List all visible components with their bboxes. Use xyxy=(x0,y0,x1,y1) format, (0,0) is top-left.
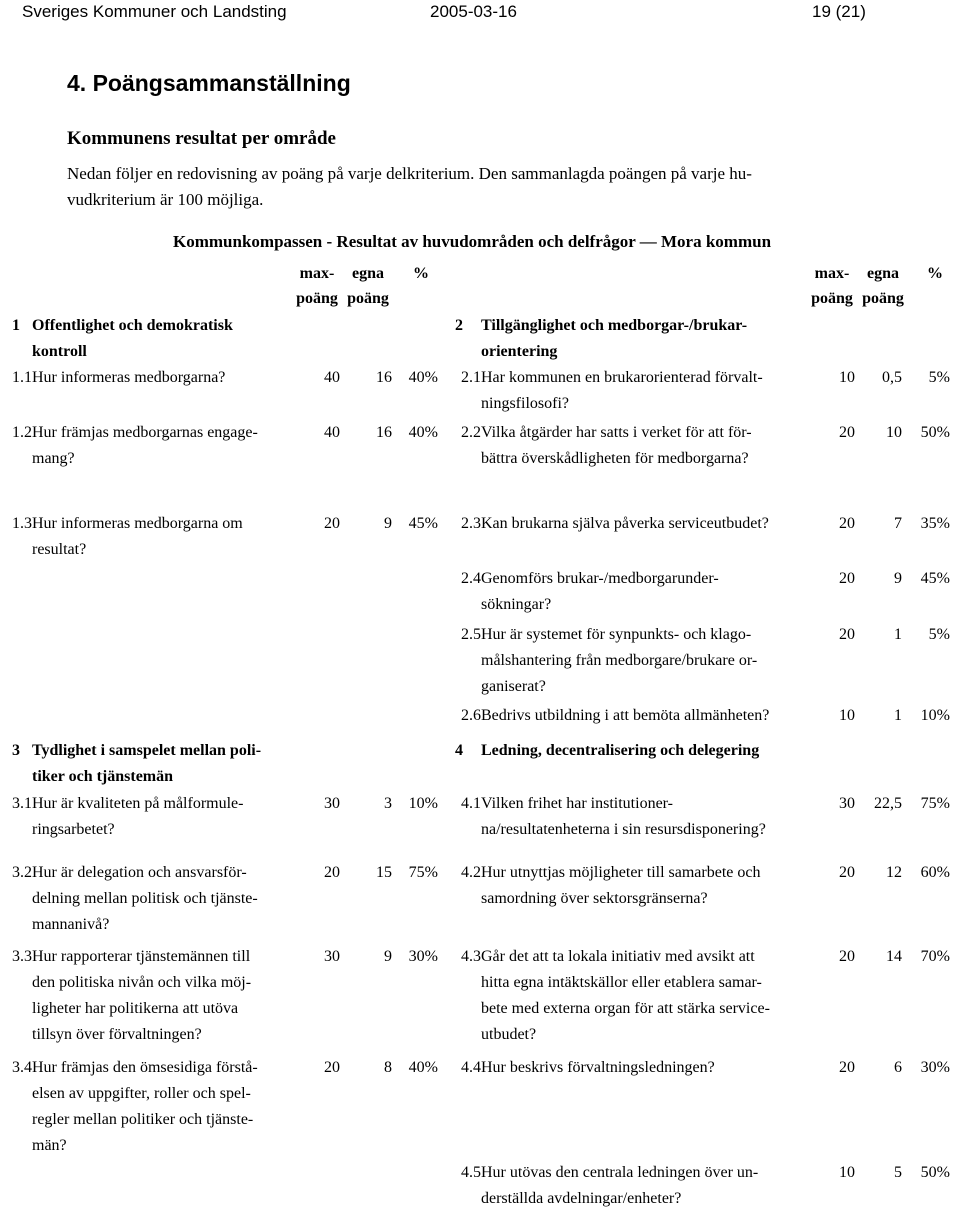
area-title-line: Tydlighet i samspelet mellan poli- xyxy=(32,742,262,759)
item-own-points: 9 xyxy=(894,570,902,587)
col-header-max-top: max- xyxy=(814,265,850,282)
col-header-max-bottom: poäng xyxy=(811,290,853,307)
area-number: 4 xyxy=(455,742,463,759)
item-percentage: 50% xyxy=(920,1164,950,1181)
item-question-line: bättra överskådligheten för medborgarna? xyxy=(481,450,749,467)
item-max-points: 30 xyxy=(324,795,340,812)
area-title-line: Ledning, decentralisering och delegering xyxy=(481,742,760,759)
item-question-line: ligheter har politikerna att utöva xyxy=(32,1000,239,1017)
item-question-line: Hur främjas den ömsesidiga förstå- xyxy=(32,1059,258,1076)
item-own-points: 1 xyxy=(894,626,902,643)
item-question-line: Vilken frihet har institutioner- xyxy=(481,795,673,812)
intro-line-1: Nedan följer en redovisning av poäng på varje delkriterium. Den sammanlagda poängen på varje hu- xyxy=(67,164,752,183)
item-percentage: 30% xyxy=(408,948,438,965)
col-header-egna-left xyxy=(343,261,393,311)
item-max-points: 20 xyxy=(324,1059,340,1076)
item-percentage: 40% xyxy=(408,369,438,386)
item-question-line: Bedrivs utbildning i att bemöta allmänheten? xyxy=(481,707,770,724)
col-header-egna-bottom: poäng xyxy=(347,290,389,307)
item-own-points: 9 xyxy=(384,948,392,965)
item-question-line: ningsfilosofi? xyxy=(481,395,569,412)
item-question-line: mang? xyxy=(32,450,75,467)
item-own-points: 9 xyxy=(384,515,392,532)
item-own-points: 16 xyxy=(376,369,392,386)
col-header-pct-right: % xyxy=(927,265,943,282)
intro-line-2: vudkriterium är 100 möjliga. xyxy=(67,190,264,209)
col-header-max-top: max- xyxy=(299,265,335,282)
item-number: 1.3 xyxy=(12,515,32,532)
item-own-points: 3 xyxy=(384,795,392,812)
item-percentage: 40% xyxy=(408,424,438,441)
item-number: 2.4 xyxy=(461,570,481,587)
item-question-line: resultat? xyxy=(32,541,87,558)
item-question-line: Hur informeras medborgarna om xyxy=(32,515,243,532)
item-own-points: 12 xyxy=(886,864,902,881)
item-question-line: Hur är kvaliteten på målformule- xyxy=(32,795,244,812)
item-question-line: Har kommunen en brukarorienterad förvalt- xyxy=(481,369,763,386)
item-number: 3.2 xyxy=(12,864,32,881)
area-4-heading xyxy=(455,738,759,764)
area-number: 1 xyxy=(12,317,20,334)
item-own-points: 7 xyxy=(894,515,902,532)
item-question-line: ganiserat? xyxy=(481,678,546,695)
item-max-points: 30 xyxy=(324,948,340,965)
header-organization: Sveriges Kommuner och Landsting xyxy=(22,2,287,21)
area-2-heading xyxy=(455,313,747,365)
item-question-line: mannanivå? xyxy=(32,916,110,933)
item-question-line: den politiska nivån och vilka möj- xyxy=(32,974,252,991)
item-max-points: 20 xyxy=(839,424,855,441)
item-percentage: 70% xyxy=(920,948,950,965)
item-percentage: 5% xyxy=(928,626,950,643)
area-1-heading xyxy=(12,313,233,365)
item-own-points: 8 xyxy=(384,1059,392,1076)
item-own-points: 1 xyxy=(894,707,902,724)
item-question-line: Hur utövas den centrala ledningen över un- xyxy=(481,1164,759,1181)
item-max-points: 20 xyxy=(839,948,855,965)
item-max-points: 20 xyxy=(839,515,855,532)
item-question-line: bete med externa organ för att stärka service- xyxy=(481,1000,770,1017)
col-header-egna-top: egna xyxy=(867,265,899,282)
item-max-points: 10 xyxy=(839,1164,855,1181)
item-question-line: samordning över sektorsgränserna? xyxy=(481,890,708,907)
item-max-points: 10 xyxy=(839,369,855,386)
table-caption: Kommunkompassen - Resultat av huvudområden och delfrågor — Mora kommun xyxy=(173,232,772,251)
item-own-points: 14 xyxy=(886,948,902,965)
item-question-line: regler mellan politiker och tjänste- xyxy=(32,1111,254,1128)
item-number: 4.3 xyxy=(461,948,481,965)
item-percentage: 60% xyxy=(920,864,950,881)
area-title-line: Tillgänglighet och medborgar-/brukar- xyxy=(481,317,748,334)
item-number: 3.1 xyxy=(12,795,32,812)
item-own-points: 5 xyxy=(894,1164,902,1181)
item-max-points: 20 xyxy=(839,626,855,643)
col-header-pct-left: % xyxy=(413,265,429,282)
item-own-points: 0,5 xyxy=(882,369,902,386)
item-max-points: 10 xyxy=(839,707,855,724)
item-own-points: 6 xyxy=(894,1059,902,1076)
item-number: 1.2 xyxy=(12,424,32,441)
item-own-points: 22,5 xyxy=(874,795,902,812)
item-max-points: 20 xyxy=(839,570,855,587)
item-question-line: Hur är systemet för synpunkts- och klago- xyxy=(481,626,752,643)
item-max-points: 20 xyxy=(324,864,340,881)
area-title-line: Offentlighet och demokratisk xyxy=(32,317,233,334)
item-number: 4.5 xyxy=(461,1164,481,1181)
item-question-line: målshantering från medborgare/brukare or- xyxy=(481,652,758,669)
header-date: 2005-03-16 xyxy=(430,2,517,21)
col-header-egna-bottom: poäng xyxy=(862,290,904,307)
item-percentage: 45% xyxy=(920,570,950,587)
item-question-line: Genomförs brukar-/medborgarunder- xyxy=(481,570,719,587)
item-question-line: Går det att ta lokala initiativ med avsikt att xyxy=(481,948,755,965)
item-number: 3.4 xyxy=(12,1059,32,1076)
item-own-points: 16 xyxy=(376,424,392,441)
item-number: 4.4 xyxy=(461,1059,481,1076)
item-own-points: 10 xyxy=(886,424,902,441)
item-question-line: tillsyn över förvaltningen? xyxy=(32,1026,202,1043)
area-number: 3 xyxy=(12,742,20,759)
item-number: 2.1 xyxy=(461,369,481,386)
item-question-line: na/resultatenheterna i sin resursdisponering? xyxy=(481,821,766,838)
item-percentage: 75% xyxy=(408,864,438,881)
item-question-line: elsen av uppgifter, roller och spel- xyxy=(32,1085,251,1102)
item-percentage: 30% xyxy=(920,1059,950,1076)
area-title-line: tiker och tjänstemän xyxy=(32,768,174,785)
item-question-line: män? xyxy=(32,1137,67,1154)
item-question-line: sökningar? xyxy=(481,596,552,613)
item-number: 2.5 xyxy=(461,626,481,643)
item-number: 3.3 xyxy=(12,948,32,965)
header-page-number: 19 (21) xyxy=(812,2,866,21)
section-title: 4. Poängsammanställning xyxy=(67,70,351,96)
area-3-heading xyxy=(12,738,261,790)
subtitle: Kommunens resultat per område xyxy=(67,128,336,149)
item-percentage: 5% xyxy=(928,369,950,386)
item-own-points: 15 xyxy=(376,864,392,881)
item-percentage: 10% xyxy=(920,707,950,724)
item-max-points: 20 xyxy=(839,1059,855,1076)
col-header-egna-right xyxy=(858,261,908,311)
item-number: 4.2 xyxy=(461,864,481,881)
area-title-line: orientering xyxy=(481,343,558,360)
item-question-line: Hur är delegation och ansvarsför- xyxy=(32,864,247,881)
item-question-line: Kan brukarna själva påverka serviceutbudet? xyxy=(481,515,769,532)
item-question-line: Hur utnyttjas möjligheter till samarbete och xyxy=(481,864,761,881)
item-number: 2.3 xyxy=(461,515,481,532)
col-header-max-bottom: poäng xyxy=(296,290,338,307)
item-question-line: Hur främjas medborgarnas engage- xyxy=(32,424,258,441)
item-percentage: 40% xyxy=(408,1059,438,1076)
item-percentage: 75% xyxy=(920,795,950,812)
item-max-points: 40 xyxy=(324,369,340,386)
item-percentage: 10% xyxy=(408,795,438,812)
item-max-points: 20 xyxy=(324,515,340,532)
item-max-points: 20 xyxy=(839,864,855,881)
item-percentage: 50% xyxy=(920,424,950,441)
item-question-line: Vilka åtgärder har satts i verket för att för- xyxy=(481,424,752,441)
item-question-line: hitta egna intäktskällor eller etablera samar- xyxy=(481,974,762,991)
item-question-line: Hur beskrivs förvaltningsledningen? xyxy=(481,1059,715,1076)
col-header-max-right xyxy=(807,261,857,311)
item-number: 4.1 xyxy=(461,795,481,812)
item-question-line: delning mellan politisk och tjänste- xyxy=(32,890,258,907)
item-number: 1.1 xyxy=(12,369,32,386)
item-question-line: utbudet? xyxy=(481,1026,537,1043)
item-percentage: 45% xyxy=(408,515,438,532)
area-number: 2 xyxy=(455,317,463,334)
item-question-line: derställda avdelningar/enheter? xyxy=(481,1190,682,1207)
item-percentage: 35% xyxy=(920,515,950,532)
item-question-line: Hur informeras medborgarna? xyxy=(32,369,226,386)
item-number: 2.2 xyxy=(461,424,481,441)
col-header-max-left xyxy=(292,261,342,311)
item-question-line: Hur rapporterar tjänstemännen till xyxy=(32,948,251,965)
col-header-egna-top: egna xyxy=(352,265,384,282)
item-question-line: ringsarbetet? xyxy=(32,821,115,838)
area-title-line: kontroll xyxy=(32,343,87,360)
item-max-points: 30 xyxy=(839,795,855,812)
item-number: 2.6 xyxy=(461,707,481,724)
item-max-points: 40 xyxy=(324,424,340,441)
